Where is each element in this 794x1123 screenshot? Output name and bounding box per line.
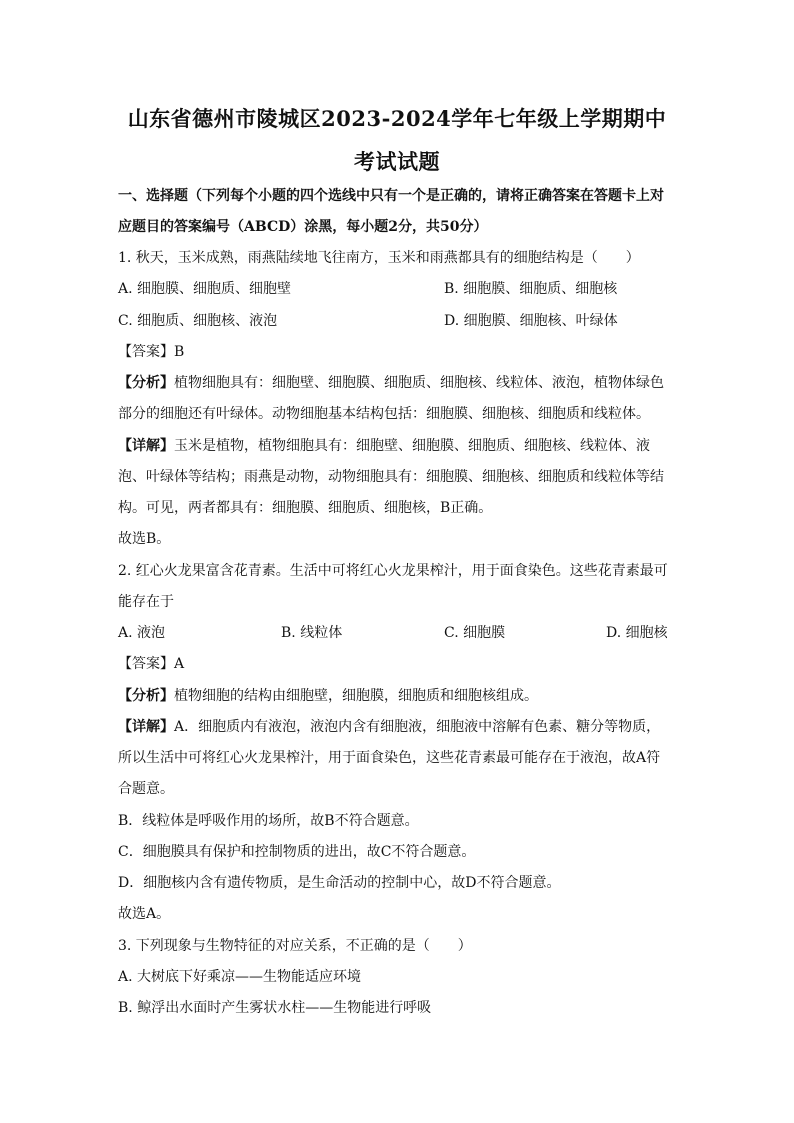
q1-analysis-line2: 部分的细胞还有叶绿体。动物细胞基本结构包括：细胞膜、细胞核、细胞质和线粒体。 <box>118 406 650 422</box>
section-heading-line2: 应题目的答案编号（ABCD）涂黑，每小题2分，共50分） <box>118 219 488 235</box>
q2-answer: 【答案】A <box>118 656 185 672</box>
detail-tag: 【详解】 <box>118 719 174 735</box>
q1-analysis-line1 <box>118 373 664 393</box>
document-title-line1: 山东省德州市陵城区2023-2024学年七年级上学期期中 <box>127 106 667 131</box>
q1-option-b: B. 细胞膜、细胞质、细胞核 <box>444 281 618 297</box>
q3-option-a: A. 大树底下好乘凉——生物能适应环境 <box>118 969 362 985</box>
q2-detail-line3: 合题意。 <box>118 781 174 797</box>
q1-option-a: A. 细胞膜、细胞质、细胞壁 <box>118 281 292 297</box>
q1-detail-line3: 构。可见，两者都具有：细胞膜、细胞质、细胞核，B正确。 <box>118 500 493 516</box>
q2-option-d: D. 细胞核 <box>606 625 668 641</box>
document-title-line2: 考试试题 <box>354 149 440 174</box>
detail-tag: 【详解】 <box>118 438 174 454</box>
section-heading-line1: 一、选择题（下列每个小题的四个选线中只有一个是正确的，请将正确答案在答题卡上对 <box>118 188 664 204</box>
q2-option-b: B. 线粒体 <box>281 625 343 641</box>
detail-text: 玉米是植物，植物细胞具有：细胞壁、细胞膜、细胞质、细胞核、线粒体、液 <box>174 438 650 454</box>
q1-option-c: C. 细胞质、细胞核、液泡 <box>118 313 278 329</box>
q2-option-c: C. 细胞膜 <box>444 625 506 641</box>
q1-option-d: D. 细胞膜、细胞核、叶绿体 <box>444 313 618 329</box>
q2-analysis-line1 <box>118 686 538 706</box>
q2-stem-line2: 能存在于 <box>118 594 174 610</box>
q2-detail-line1 <box>118 717 660 737</box>
q2-detail-line4: B．线粒体是呼吸作用的场所，故B不符合题意。 <box>118 813 419 829</box>
analysis-tag: 【分析】 <box>118 375 174 391</box>
q2-detail-line2: 所以生活中可将红心火龙果榨汁，用于面食染色，这些花青素最可能存在于液泡，故A符 <box>118 750 661 766</box>
q2-detail-line6: D．细胞核内含有遗传物质，是生命活动的控制中心，故D不符合题意。 <box>118 875 561 891</box>
analysis-text: 植物细胞具有：细胞壁、细胞膜、细胞质、细胞核、线粒体、液泡，植物体绿色 <box>174 375 664 391</box>
q1-answer: 【答案】B <box>118 344 185 360</box>
q2-option-a: A. 液泡 <box>118 625 166 641</box>
detail-text: A．细胞质内有液泡，液泡内含有细胞液，细胞液中溶解有色素、糖分等物质， <box>174 719 661 735</box>
q1-stem: 1. 秋天，玉米成熟，雨燕陆续地飞往南方，玉米和雨燕都具有的细胞结构是（ ） <box>118 250 640 266</box>
q2-choose: 故选A。 <box>118 906 171 922</box>
analysis-tag: 【分析】 <box>118 688 174 704</box>
q3-stem: 3. 下列现象与生物特征的对应关系，不正确的是（ ） <box>118 938 472 954</box>
q1-detail-line1 <box>118 436 650 456</box>
q1-detail-line2: 泡、叶绿体等结构；雨燕是动物，动物细胞具有：细胞膜、细胞核、细胞质和线粒体等结 <box>118 469 664 485</box>
q1-choose: 故选B。 <box>118 531 171 547</box>
q2-stem-line1: 2. 红心火龙果富含花青素。生活中可将红心火龙果榨汁，用于面食染色。这些花青素最可 <box>118 563 668 579</box>
q3-option-b: B. 鲸浮出水面时产生雾状水柱——生物能进行呼吸 <box>118 1000 432 1016</box>
analysis-text: 植物细胞的结构由细胞壁，细胞膜，细胞质和细胞核组成。 <box>174 688 538 704</box>
q2-detail-line5: C．细胞膜具有保护和控制物质的进出，故C不符合题意。 <box>118 844 476 860</box>
